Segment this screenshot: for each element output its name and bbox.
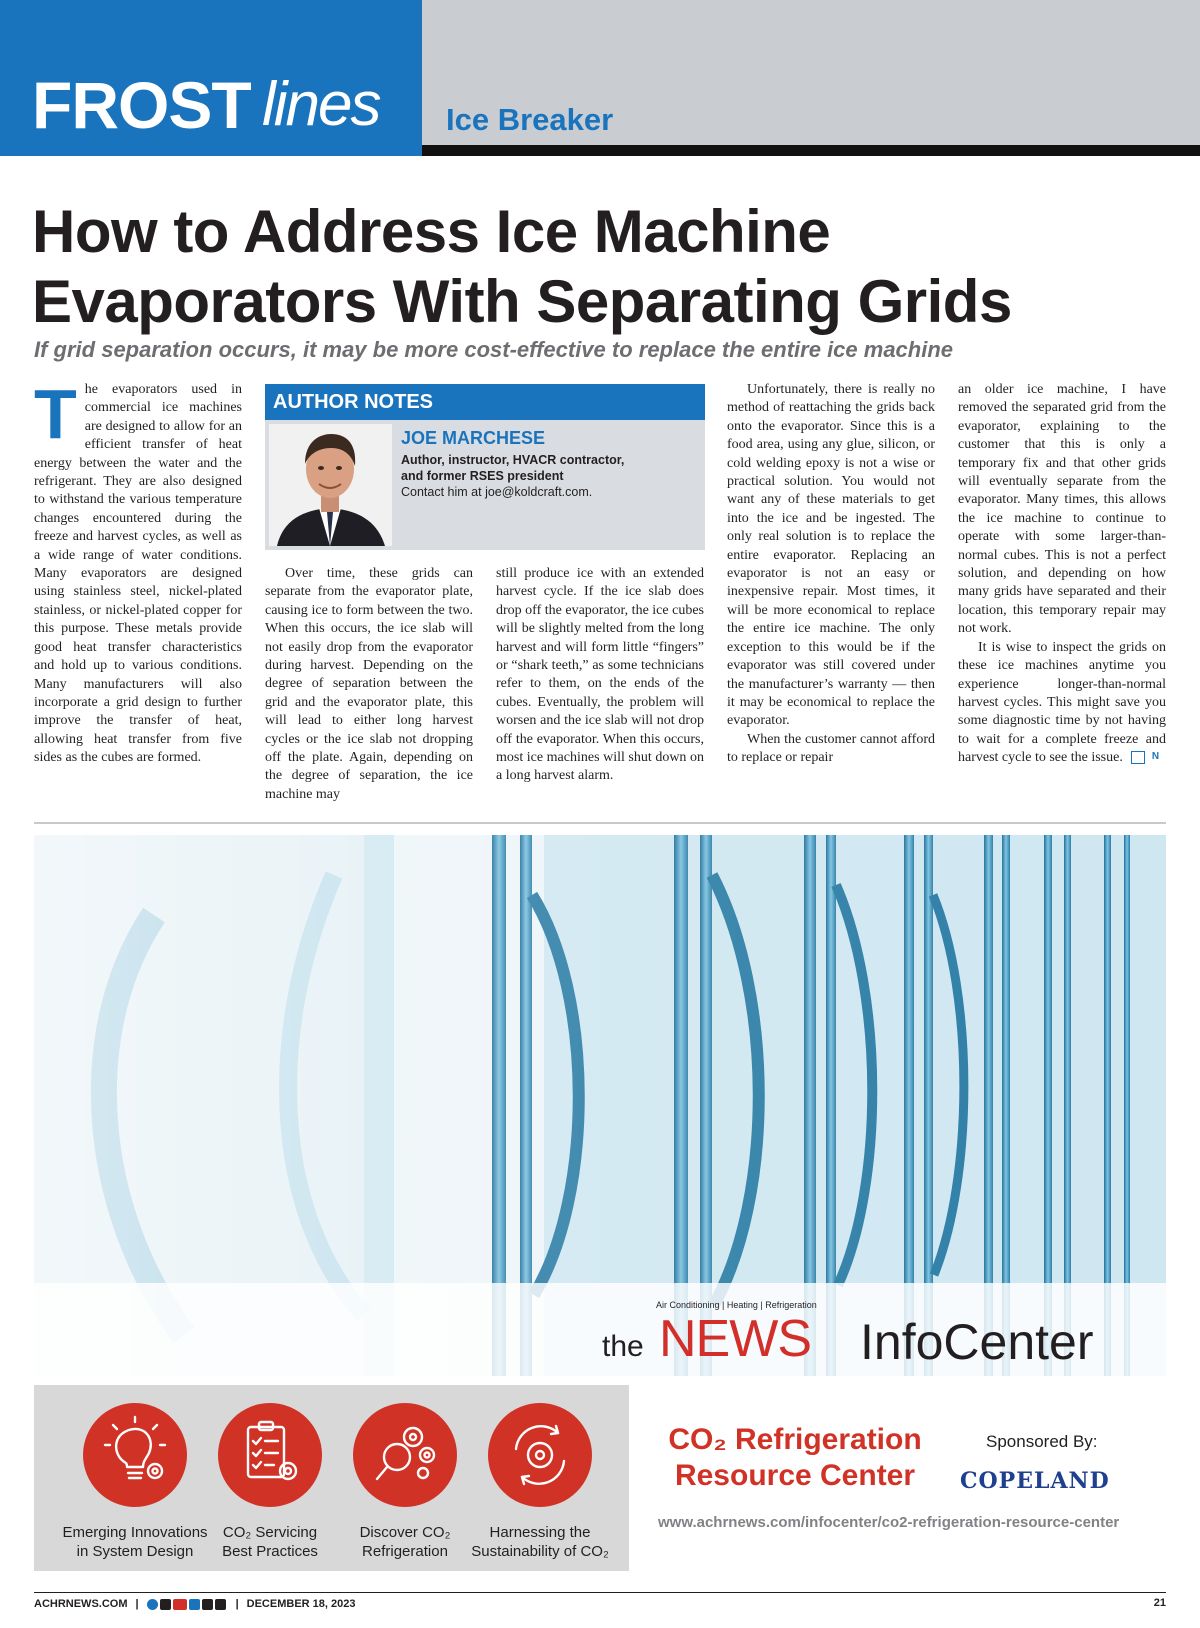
topic-tile-innovations[interactable]	[62, 1403, 208, 1561]
article-column-5	[958, 381, 1166, 768]
tiktok-icon[interactable]	[215, 1599, 226, 1610]
topic-label-line-2: Sustainability of CO₂	[471, 1543, 609, 1560]
instagram-icon[interactable]	[202, 1599, 213, 1610]
resource-title-line-1: CO₂ Refrigeration	[668, 1423, 922, 1456]
column-logo-italic: lines	[262, 70, 380, 139]
topic-tile-sustainability[interactable]	[471, 1403, 609, 1561]
page-number: 21	[1153, 1597, 1166, 1609]
article-column-1	[34, 375, 242, 768]
article-headline	[32, 197, 1172, 337]
footer-separator: |	[135, 1598, 139, 1610]
paragraph: he evaporators used in commercial ice machines are designed to allow for an efficient transfer of heat energy between the water and the refrigerant. They are also designed to withstand the various temperature changes encountered during the freeze and harvest cycles, as well as a wide range of water conditions. Many evaporators are designed using stainless steel, nickel-plated stainless, or nickel-plated copper for this purpose. These metals provide good heat transfer characteristics and hold up to various conditions. Many manufacturers will also incorporate a grid design to further improve the transfer of heat, allowing heat transfer from five sides as the cubes are formed.	[34, 382, 242, 766]
footer-separator: |	[235, 1598, 239, 1610]
infocenter-wordmark: InfoCenter	[860, 1314, 1094, 1370]
paragraph: an older ice machine, I have removed the separated grid from the evaporator, explaining to the customer that this is only a temporary fix and that other grids will eventually separate from the evaporator. Many times, this allows the ice machine to continue to operate with some larger-than-normal cubes. This is not a perfect solution, and depending on how many grids have separated and their location, this temporary repair may not work.	[958, 382, 1166, 637]
resource-title-line-2: Resource Center	[674, 1459, 916, 1492]
section-divider	[34, 822, 1166, 824]
paragraph: still produce ice with an extended harvest cycle. If the ice slab does drop off the evaporator, the ice cubes will be slightly melted from the long harvest and will form little “fingers” or “shark teeth,” as some technicians refer to them, on the ends of the cubes. Eventually, the problem will worsen and the ice slab will not drop off the evaporator. When this occurs, most ice machines will shut down on a long harvest alarm.	[496, 566, 704, 784]
sponsor-logo: COPELAND	[960, 1468, 1110, 1494]
topic-label-line-1: Emerging Innovations	[62, 1524, 208, 1541]
topic-tile-discover[interactable]	[345, 1403, 465, 1561]
author-name: JOE MARCHESE	[401, 428, 546, 448]
column-logo-bold: FROST	[32, 68, 251, 142]
x-icon[interactable]	[160, 1599, 171, 1610]
linkedin-icon[interactable]	[189, 1599, 200, 1610]
article-column-4	[727, 381, 935, 768]
lightbulb-gear-icon	[83, 1403, 187, 1507]
youtube-icon[interactable]	[173, 1599, 187, 1610]
paragraph	[958, 639, 1166, 768]
footer-site[interactable]: ACHRNEWS.COM	[34, 1598, 128, 1610]
topic-tile-servicing[interactable]	[210, 1403, 330, 1561]
topic-label	[60, 1523, 210, 1561]
infocenter-banner[interactable]	[34, 835, 1166, 1376]
headline-line-1: How to Address Ice Machine	[32, 198, 831, 265]
facebook-icon[interactable]	[147, 1599, 158, 1610]
page-footer	[34, 1597, 355, 1611]
end-of-story-icon: N	[1131, 751, 1145, 764]
paragraph: Unfortunately, there is really no method of reattaching the grids back onto the evaporator. Since this is a food area, using any glue, silicon, or cold welding epoxy is not a wise or practical solution. You would not want any of these materials to get into the ice and be ingested. The only real solution is to replace the entire evaporator. Replacing an evaporator is not an easy or inexpensive repair. Most times, it will be more economical to replace the entire ice machine. The only exception to this would be if the evaporator was still covered under the manufacturer’s warranty — then it may be economical to replace the evaporator.	[727, 382, 935, 729]
topic-label	[195, 1523, 345, 1561]
footer-rule	[34, 1592, 1166, 1593]
topic-label-line-1: Harnessing the	[489, 1524, 591, 1541]
article-deck: If grid separation occurs, it may be more cost-effective to replace the entire ice machine	[34, 337, 954, 362]
article-column-3	[496, 565, 704, 786]
footer-date: DECEMBER 18, 2023	[246, 1598, 356, 1610]
resource-center-title[interactable]	[655, 1422, 935, 1494]
topic-label	[465, 1523, 615, 1561]
author-photo	[269, 424, 392, 546]
recycle-gear-icon	[488, 1403, 592, 1507]
author-notes-heading: AUTHOR NOTES	[265, 384, 705, 420]
headline-line-2: Evaporators With Separating Grids	[32, 268, 1012, 335]
author-title	[401, 452, 624, 484]
paragraph-text: It is wise to inspect the grids on these ice machines anytime you experience longer-than-normal harvest cycles. This might save you some diagnostic time by not having to wait for a complete freeze and harvest cycle to see the issue.	[958, 639, 1166, 766]
topic-label	[330, 1523, 480, 1561]
author-title-line-1: Author, instructor, HVACR contractor,	[401, 453, 625, 467]
paragraph: When the customer cannot afford to replace or repair	[727, 731, 935, 766]
magnifier-gears-icon	[353, 1403, 457, 1507]
author-title-line-2: and former RSES president	[401, 469, 564, 483]
topic-label-line-2: Best Practices	[222, 1543, 318, 1560]
news-logo-the: the	[602, 1330, 644, 1363]
resource-topics-panel	[34, 1385, 629, 1571]
sponsored-by-label: Sponsored By:	[986, 1432, 1098, 1451]
topic-label-line-2: in System Design	[76, 1543, 194, 1560]
author-contact: Contact him at joe@koldcraft.com.	[401, 485, 593, 499]
article-column-2	[265, 565, 473, 804]
author-notes-box	[265, 384, 705, 550]
topic-label-line-1: Discover CO₂	[359, 1524, 451, 1541]
checklist-gear-icon	[218, 1403, 322, 1507]
topic-label-line-2: Refrigeration	[362, 1543, 448, 1560]
topic-label-line-1: CO₂ Servicing	[222, 1524, 318, 1541]
masthead-rule	[422, 145, 1200, 156]
section-name: Ice Breaker	[446, 102, 614, 137]
drop-cap: T	[34, 375, 77, 453]
paragraph: Over time, these grids can separate from the evaporator plate, causing ice to form between the two. When this occurs, the ice slab will not easily drop from the evaporator during harvest. Depending on the degree of separation between the grid and the evaporator plate, this will lead to either long harvest cycles or the ice slab not dropping off the plate. Again, depending on the degree of separation, the ice machine may	[265, 566, 473, 802]
news-logo: NEWS	[659, 1310, 811, 1368]
resource-center-url[interactable]: www.achrnews.com/infocenter/co2-refrigeration-resource-center	[658, 1514, 1120, 1531]
news-tagline: Air Conditioning | Heating | Refrigeration	[656, 1300, 817, 1310]
